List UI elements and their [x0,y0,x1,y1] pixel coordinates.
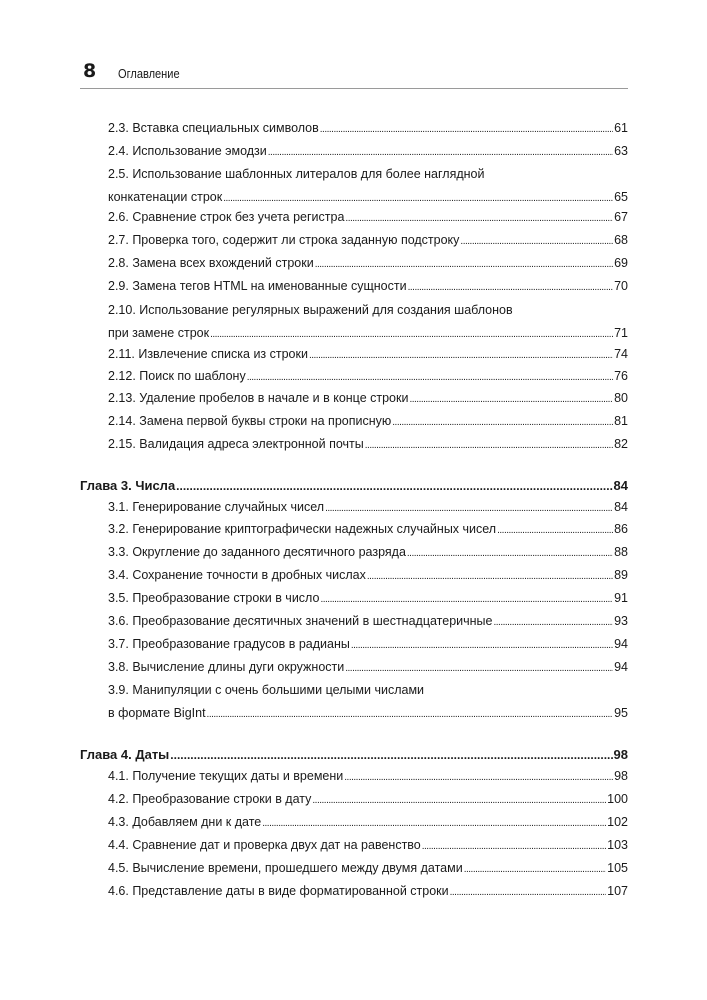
toc-entry-title: 2.13. Удаление пробелов в начале и в конце строки [108,391,409,405]
toc-entry-page: 102 [607,815,628,829]
toc-entry-row [108,857,628,881]
toc-entry-title: 2.9. Замена тегов HTML на именованные сущности [108,279,407,293]
toc-entry-row [108,587,628,611]
toc-entry-row [108,702,628,726]
toc-entry-title: при замене строк [108,326,210,340]
dot-leader [345,207,613,230]
toc-entry-page: 91 [614,591,628,605]
toc-entry-page: 88 [614,545,628,559]
toc-entry [80,365,628,389]
toc-entry [80,410,628,434]
toc-entry-page: 67 [614,210,628,224]
toc-entry [80,433,628,457]
toc-entry-title: 4.6. Представление даты в виде форматированной строки [108,884,449,898]
toc-entry-title: 3.4. Сохранение точности в дробных числах [108,568,366,582]
dot-leader [262,812,606,835]
toc-entry-title-line: 2.5. Использование шаблонных литералов для более наглядной [108,167,485,181]
toc-entry [80,206,628,230]
toc-entry [80,518,628,542]
toc-entry-row [108,564,628,588]
toc-entry-title: 2.6. Сравнение строк без учета регистра [108,210,345,224]
toc-entry-page: 76 [614,369,628,383]
toc-entry-title: 2.15. Валидация адреса электронной почты [108,437,364,451]
toc-entry-row [108,496,628,520]
dot-leader [315,253,613,276]
toc-entry-title: 3.2. Генерирование криптографически надежных случайных чисел [108,522,497,536]
dot-leader [407,542,613,565]
dot-leader [170,744,612,767]
toc-entry-row [108,275,628,299]
dot-leader [493,611,613,634]
toc-entry-page: 69 [614,256,628,270]
toc-entry-row [108,343,628,367]
toc-entry-title: 2.4. Использование эмодзи [108,144,267,158]
toc-entry-title: 3.3. Округление до заданного десятичного разряда [108,545,406,559]
toc-entry-row [108,252,628,276]
dot-leader [345,657,613,680]
page-number: 8 [83,60,97,82]
toc-entry-title: 3.1. Генерирование случайных чисел [108,500,325,514]
toc-entry [80,765,628,789]
toc-entry [80,679,628,726]
toc-entry-title: конкатенации строк [108,190,223,204]
toc-entry-page: 65 [614,190,628,204]
toc-entry [80,564,628,588]
toc-entry-page: 61 [614,121,628,135]
toc-entry-page: 95 [614,706,628,720]
toc-entry [80,857,628,881]
toc-entry [80,275,628,299]
toc-entry-page: 80 [614,391,628,405]
toc-entry-title: в формате BigInt [108,706,206,720]
toc-entry [80,788,628,812]
toc-entry-title: Глава 4. Даты [80,747,170,762]
toc-entry-row [108,541,628,565]
toc-entry [80,117,628,141]
toc-entry-title: 4.2. Преобразование строки в дату [108,792,312,806]
dot-leader [325,497,613,520]
toc-entry-title: 4.4. Сравнение дат и проверка двух дат на равенство [108,838,421,852]
toc-entry [80,387,628,411]
toc-entry-row [108,811,628,835]
toc-entry-page: 94 [614,637,628,651]
toc-entry-title: 2.8. Замена всех вхождений строки [108,256,314,270]
toc-entry-page: 98 [613,747,628,762]
toc-entry [80,163,628,210]
toc-chapter-entry [80,743,628,767]
dot-leader [309,344,613,367]
toc-entry-title: 3.6. Преобразование десятичных значений в шестнадцатеричные [108,614,493,628]
dot-leader [367,565,613,588]
toc-entry [80,343,628,367]
dot-leader [422,835,606,858]
dot-leader [450,881,607,904]
toc-entry-page: 84 [614,500,628,514]
toc-entry [80,811,628,835]
dot-leader [312,789,606,812]
toc-entry-title: 3.7. Преобразование градусов в радианы [108,637,350,651]
toc-entry-title: 2.11. Извлечение списка из строки [108,347,308,361]
toc-entry [80,299,628,346]
toc-entry-page: 68 [614,233,628,247]
toc-entry [80,252,628,276]
toc-entry-row [108,610,628,634]
dot-leader [176,475,612,498]
toc-entry-title: 3.5. Преобразование строки в число [108,591,320,605]
toc-entry-title: 4.5. Вычисление времени, прошедшего между двумя датами [108,861,463,875]
toc-entry-row [80,743,628,767]
dot-leader [351,634,613,657]
toc-entry [80,610,628,634]
toc-entry-row [108,633,628,657]
toc-entry-page: 86 [614,522,628,536]
toc-entry [80,140,628,164]
toc-entry-page: 82 [614,437,628,451]
dot-leader [392,411,613,434]
toc-entry-row [108,365,628,389]
dot-leader [320,118,613,141]
toc-entry-title-line: 3.9. Манипуляции с очень большими целыми числами [108,683,425,697]
toc-entry-row [108,206,628,230]
toc-entry-row [108,518,628,542]
toc-entry [80,633,628,657]
dot-leader [497,519,613,542]
toc-entry [80,229,628,253]
toc-entry-page: 100 [607,792,628,806]
dot-leader [408,276,613,299]
toc-entry-title: 2.7. Проверка того, содержит ли строка заданную подстроку [108,233,460,247]
toc-entry-title: 4.3. Добавляем дни к дате [108,815,262,829]
toc-entry-page: 107 [607,884,628,898]
toc-entry-title-line: 2.10. Использование регулярных выражений для создания шаблонов [108,303,513,317]
toc-entry-row [80,474,628,498]
toc-entry-title: 2.3. Вставка специальных символов [108,121,319,135]
toc-entry-page: 63 [614,144,628,158]
toc-entry-row [108,880,628,904]
toc-entry [80,656,628,680]
toc-entry [80,541,628,565]
toc-entry [80,496,628,520]
toc-entry-page: 103 [607,838,628,852]
dot-leader [460,230,613,253]
toc-chapter-entry [80,474,628,498]
dot-leader [365,434,613,457]
toc-entry-row [108,765,628,789]
toc-entry-title: Глава 3. Числа [80,478,176,493]
toc-entry-page: 74 [614,347,628,361]
dot-leader [247,366,613,389]
toc-entry-page: 81 [614,414,628,428]
toc-entry-row [108,788,628,812]
toc-entry-title: 3.8. Вычисление длины дуги окружности [108,660,345,674]
toc-entry-page: 71 [614,326,628,340]
toc-entry-title: 2.14. Замена первой буквы строки на прописную [108,414,392,428]
toc-entry [80,587,628,611]
toc-entry-row [108,140,628,164]
toc-entry [80,880,628,904]
dot-leader [344,766,613,789]
toc-entry-row [108,433,628,457]
dot-leader [268,141,613,164]
table-of-contents [80,0,628,1000]
dot-leader [207,703,614,726]
running-title: Оглавление [118,66,180,81]
dot-leader [464,858,606,881]
toc-entry-page: 93 [614,614,628,628]
dot-leader [320,588,613,611]
toc-entry-row [108,229,628,253]
toc-entry-page: 105 [607,861,628,875]
toc-entry-page: 70 [614,279,628,293]
toc-entry-row [108,834,628,858]
toc-entry [80,834,628,858]
toc-entry-row [108,117,628,141]
toc-entry-row [108,410,628,434]
toc-entry-page: 89 [614,568,628,582]
toc-entry-page: 98 [614,769,628,783]
toc-entry-row [108,387,628,411]
dot-leader [409,388,613,411]
toc-entry-page: 84 [613,478,628,493]
toc-entry-title: 4.1. Получение текущих даты и времени [108,769,344,783]
toc-entry-page: 94 [614,660,628,674]
toc-entry-title: 2.12. Поиск по шаблону [108,369,246,383]
toc-entry-row [108,656,628,680]
